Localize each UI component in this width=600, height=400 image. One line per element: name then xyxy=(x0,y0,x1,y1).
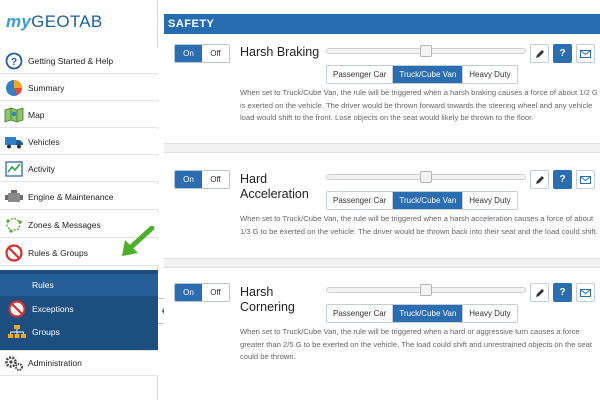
sidebar xyxy=(0,0,158,400)
slider-thumb[interactable] xyxy=(420,171,432,183)
help-button[interactable]: ? xyxy=(553,170,572,189)
vehicle-type-option[interactable]: Truck/Cube Van xyxy=(393,192,463,209)
toggle-on[interactable]: On xyxy=(175,284,202,301)
truck-icon xyxy=(4,133,24,151)
rule-toggle[interactable] xyxy=(174,283,230,302)
toggle-off[interactable]: Off xyxy=(202,45,229,62)
nav-item-getting-started[interactable] xyxy=(0,48,158,74)
rule-divider xyxy=(164,143,600,153)
envelope-icon xyxy=(580,50,591,58)
email-button[interactable] xyxy=(576,283,595,302)
slider-thumb[interactable] xyxy=(420,284,432,296)
vehicle-type-selector[interactable] xyxy=(326,65,518,84)
vehicle-type-option[interactable]: Passenger Car xyxy=(327,66,393,83)
vehicle-type-option[interactable]: Heavy Duty xyxy=(463,66,516,83)
sensitivity-slider[interactable] xyxy=(326,174,526,180)
pencil-icon xyxy=(535,288,545,298)
toggle-off[interactable]: Off xyxy=(202,284,229,301)
rule-description: When set to Truck/Cube Van, the rule will be triggered when a harsh acceleration causes a force of about 1/3 G to be exerted on the vehicle. The driver would be thrown back into their seat and the load could shift. xyxy=(240,214,598,236)
sub-item-label: Exceptions xyxy=(32,304,74,314)
rule-title: Harsh Cornering xyxy=(240,285,295,314)
vehicle-type-option[interactable]: Heavy Duty xyxy=(463,305,516,322)
toggle-on[interactable]: On xyxy=(175,45,202,62)
nav-label: Map xyxy=(28,109,45,120)
envelope-icon xyxy=(580,289,591,297)
envelope-icon xyxy=(580,176,591,184)
nav-label: Getting Started & Help xyxy=(28,55,114,66)
nav-label: Activity xyxy=(28,163,55,174)
slider-thumb[interactable] xyxy=(420,45,432,57)
pie-chart-icon xyxy=(4,79,24,97)
nav-item-summary[interactable] xyxy=(0,75,158,101)
rule-divider xyxy=(164,258,600,268)
nav-item-vehicles[interactable] xyxy=(0,129,158,155)
no-entry-icon xyxy=(4,244,24,262)
rule-description: When set to Truck/Cube Van, the rule will be triggered when a harsh braking causes a force of about 1/2 G is exerted on the vehicle. The driver would be thrown forward towards the steering wheel and any vehicle load would shift to the front. Lose objects on the seat would likely be thrown to the floor. xyxy=(240,88,598,122)
activity-chart-icon xyxy=(4,160,24,178)
main-panel xyxy=(164,0,600,400)
svg-text:?: ? xyxy=(10,56,18,68)
sub-item-label: Groups xyxy=(32,327,60,337)
sub-item-rules[interactable] xyxy=(0,274,158,296)
rule-card-harsh-cornering xyxy=(164,273,600,379)
help-button[interactable]: ? xyxy=(553,283,572,302)
toggle-on[interactable]: On xyxy=(175,171,202,188)
pencil-icon xyxy=(535,49,545,59)
email-button[interactable] xyxy=(576,170,595,189)
rule-card-harsh-braking xyxy=(164,34,600,140)
vehicle-type-option[interactable]: Truck/Cube Van xyxy=(393,305,463,322)
vehicle-type-selector[interactable] xyxy=(326,304,518,323)
edit-button[interactable] xyxy=(530,283,549,302)
section-header: SAFETY xyxy=(164,14,600,34)
nav-label: Administration xyxy=(28,358,82,368)
no-entry-icon xyxy=(8,300,30,318)
nav-item-engine[interactable] xyxy=(0,184,158,210)
zone-icon xyxy=(4,216,24,234)
rules-groups-submenu xyxy=(0,270,158,350)
rule-card-hard-acceleration xyxy=(164,160,600,266)
green-arrow-icon xyxy=(116,226,156,258)
sub-item-groups[interactable] xyxy=(0,321,158,343)
vehicle-type-option[interactable]: Truck/Cube Van xyxy=(393,66,463,83)
email-button[interactable] xyxy=(576,44,595,63)
nav-label: Engine & Maintenance xyxy=(28,191,114,202)
map-icon xyxy=(4,106,24,124)
app-logo[interactable]: myGEOTAB xyxy=(6,12,103,31)
vehicle-type-option[interactable]: Passenger Car xyxy=(327,305,393,322)
vehicle-type-selector[interactable] xyxy=(326,191,518,210)
sub-item-exceptions[interactable] xyxy=(0,298,158,320)
hierarchy-icon xyxy=(8,325,30,339)
nav-item-activity[interactable] xyxy=(0,156,158,182)
rule-description: When set to Truck/Cube Van, the rule will be triggered when a hard or aggressive turn causes a force greater than 2/5 G to be exerted on the vehicle. The load could shift and unrestrained objects on the seat could be thrown. xyxy=(240,327,592,361)
sensitivity-slider[interactable] xyxy=(326,287,526,293)
nav-label: Summary xyxy=(28,82,65,93)
edit-button[interactable] xyxy=(530,44,549,63)
sub-item-label: Rules xyxy=(32,280,54,290)
rule-title: Hard Acceleration xyxy=(240,172,309,201)
sensitivity-slider[interactable] xyxy=(326,48,526,54)
rule-toggle[interactable] xyxy=(174,44,230,63)
gears-icon xyxy=(4,354,24,372)
vehicle-type-option[interactable]: Heavy Duty xyxy=(463,192,516,209)
pencil-icon xyxy=(535,175,545,185)
rule-toggle[interactable] xyxy=(174,170,230,189)
nav-label: Zones & Messages xyxy=(28,219,101,230)
nav-label: Vehicles xyxy=(28,136,60,147)
nav-item-map[interactable] xyxy=(0,102,158,128)
vehicle-type-option[interactable]: Passenger Car xyxy=(327,192,393,209)
nav-label: Rules & Groups xyxy=(28,247,88,258)
help-button[interactable]: ? xyxy=(553,44,572,63)
engine-icon xyxy=(4,188,24,206)
toggle-off[interactable]: Off xyxy=(202,171,229,188)
rule-title: Harsh Braking xyxy=(240,45,320,59)
help-circle-icon xyxy=(4,52,24,70)
edit-button[interactable] xyxy=(530,170,549,189)
nav-item-administration[interactable] xyxy=(0,350,158,376)
